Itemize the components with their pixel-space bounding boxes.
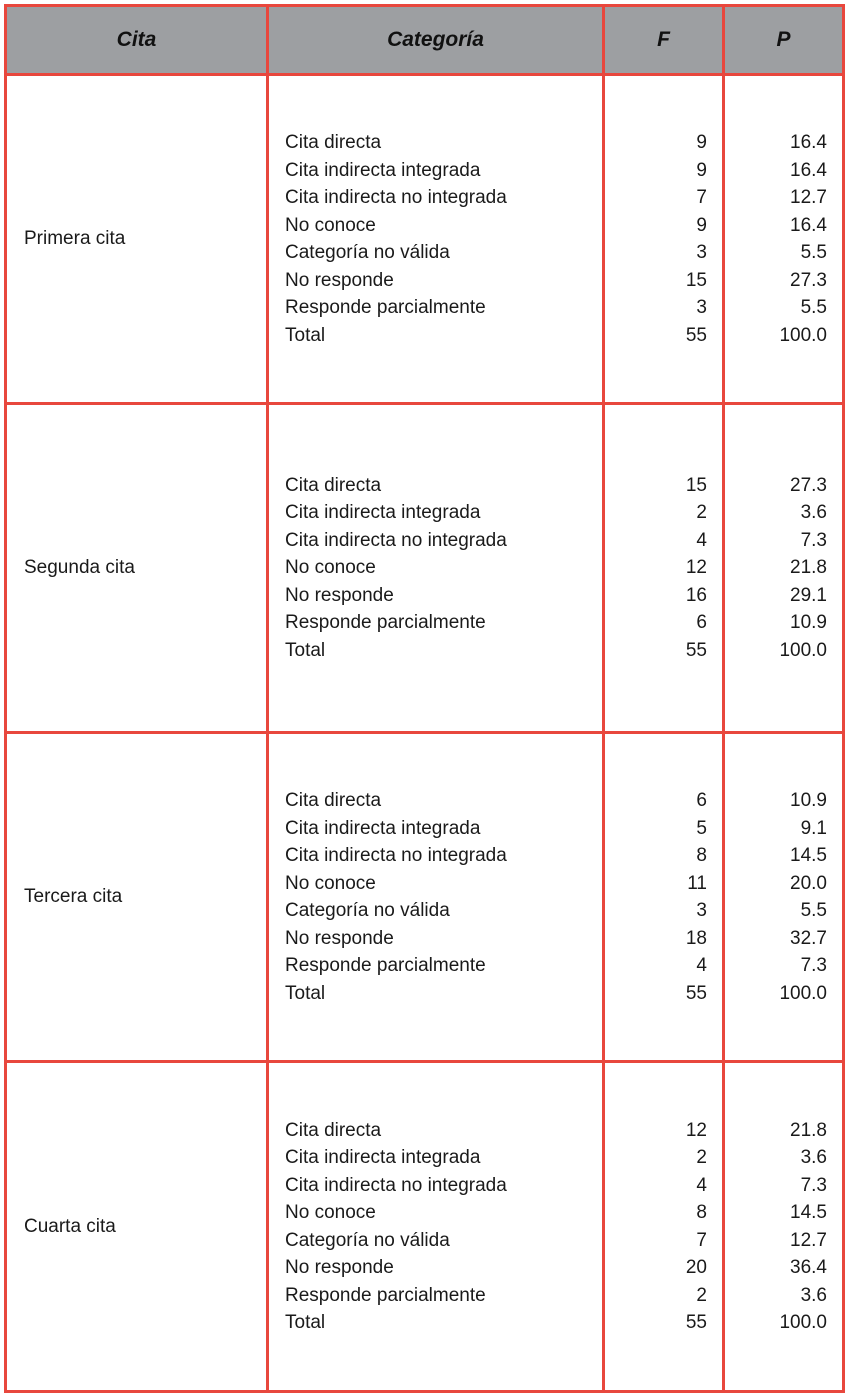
categoria-label: Responde parcialmente bbox=[285, 612, 486, 634]
percentage-value: 27.3 bbox=[790, 474, 827, 496]
frequency-value: 9 bbox=[696, 159, 707, 181]
categoria-label: Categoría no válida bbox=[285, 242, 450, 263]
percentage-value: 12.7 bbox=[790, 1229, 827, 1251]
categoria-label: Cita directa bbox=[285, 1119, 382, 1141]
table-row-group bbox=[6, 404, 844, 733]
frequency-value: 2 bbox=[696, 1147, 707, 1168]
frequency-value: 12 bbox=[685, 557, 707, 579]
frequency-value: 6 bbox=[696, 790, 707, 811]
header-row bbox=[6, 6, 844, 75]
frequency-value: 18 bbox=[685, 927, 707, 949]
header-p: P bbox=[724, 6, 844, 75]
categoria-label: No conoce bbox=[285, 557, 376, 579]
frequency-value: 8 bbox=[696, 1202, 707, 1223]
categoria-label: Cita indirecta integrada bbox=[285, 502, 481, 524]
percentage-value: 21.8 bbox=[790, 1119, 827, 1141]
cita-cell: Cuarta cita bbox=[6, 1062, 268, 1392]
percentage-value: 16.4 bbox=[790, 132, 827, 153]
citation-frequency-table bbox=[4, 4, 845, 1393]
percentage-value: 32.7 bbox=[790, 927, 827, 949]
categoria-cell bbox=[268, 75, 604, 404]
percentage-value: 21.8 bbox=[790, 557, 827, 579]
frequency-value: 3 bbox=[696, 297, 707, 318]
frequency-cell bbox=[604, 1062, 724, 1392]
table-row-group bbox=[6, 75, 844, 404]
frequency-value: 9 bbox=[696, 214, 707, 236]
frequency-value: 4 bbox=[696, 955, 707, 976]
frequency-value: 6 bbox=[696, 612, 707, 634]
frequency-value: 16 bbox=[685, 584, 707, 606]
categoria-label: No responde bbox=[285, 269, 394, 291]
categoria-label: No conoce bbox=[285, 214, 376, 236]
percentage-value: 7.3 bbox=[800, 955, 827, 976]
header-categoria: Categoría bbox=[268, 6, 604, 75]
percentage-value: 9.1 bbox=[800, 817, 827, 839]
categoria-label: Cita directa bbox=[285, 790, 382, 811]
frequency-value: 7 bbox=[696, 1229, 707, 1251]
categoria-label: Responde parcialmente bbox=[285, 955, 486, 976]
cita-cell: Tercera cita bbox=[6, 733, 268, 1062]
frequency-value: 20 bbox=[685, 1257, 707, 1278]
percentage-value: 7.3 bbox=[800, 529, 827, 551]
frequency-cell bbox=[604, 733, 724, 1062]
categoria-label: Total bbox=[285, 982, 326, 1004]
categoria-label: Responde parcialmente bbox=[285, 297, 486, 318]
percentage-value: 7.3 bbox=[800, 1174, 827, 1196]
frequency-value: 2 bbox=[696, 1284, 707, 1306]
frequency-value: 7 bbox=[696, 187, 707, 208]
frequency-value: 5 bbox=[696, 817, 707, 839]
categoria-cell bbox=[268, 733, 604, 1062]
categoria-label: No conoce bbox=[285, 872, 376, 894]
table-body bbox=[6, 75, 844, 1392]
categoria-label: Categoría no válida bbox=[285, 1229, 450, 1251]
percentage-value: 100.0 bbox=[779, 639, 827, 661]
categoria-label: Total bbox=[285, 639, 326, 661]
percentage-value: 16.4 bbox=[790, 214, 827, 236]
percentage-value: 36.4 bbox=[790, 1257, 827, 1278]
categoria-label: Cita indirecta no integrada bbox=[285, 845, 507, 866]
percentage-cell bbox=[724, 1062, 844, 1392]
percentage-value: 20.0 bbox=[790, 872, 827, 894]
frequency-value: 11 bbox=[687, 872, 707, 894]
percentage-value: 10.9 bbox=[790, 612, 827, 634]
frequency-value: 4 bbox=[696, 529, 707, 551]
percentage-value: 12.7 bbox=[790, 187, 827, 208]
categoria-label: Cita indirecta no integrada bbox=[285, 1174, 507, 1196]
categoria-label: No responde bbox=[285, 1257, 394, 1278]
frequency-cell bbox=[604, 404, 724, 733]
categoria-cell bbox=[268, 404, 604, 733]
categoria-label: Categoría no válida bbox=[285, 900, 450, 921]
frequency-value: 4 bbox=[696, 1174, 707, 1196]
categoria-label: No conoce bbox=[285, 1202, 376, 1223]
frequency-value: 2 bbox=[696, 502, 707, 524]
categoria-label: Total bbox=[285, 324, 326, 346]
percentage-value: 3.6 bbox=[800, 502, 827, 524]
percentage-value: 14.5 bbox=[790, 845, 827, 866]
frequency-value: 8 bbox=[696, 845, 707, 866]
categoria-label: Cita indirecta no integrada bbox=[285, 187, 507, 208]
table-row-group bbox=[6, 733, 844, 1062]
categoria-label: No responde bbox=[285, 927, 394, 949]
percentage-value: 100.0 bbox=[779, 1312, 827, 1333]
percentage-cell bbox=[724, 404, 844, 733]
percentage-value: 3.6 bbox=[800, 1284, 827, 1306]
frequency-value: 55 bbox=[685, 324, 707, 346]
percentage-cell bbox=[724, 75, 844, 404]
frequency-value: 9 bbox=[696, 132, 707, 153]
frequency-value: 55 bbox=[685, 639, 707, 661]
frequency-value: 3 bbox=[696, 900, 707, 921]
frequency-value: 15 bbox=[685, 474, 707, 496]
categoria-label: Cita indirecta integrada bbox=[285, 817, 481, 839]
categoria-label: Cita indirecta integrada bbox=[285, 1147, 481, 1168]
categoria-label: Responde parcialmente bbox=[285, 1284, 486, 1306]
frequency-cell bbox=[604, 75, 724, 404]
categoria-label: Cita indirecta no integrada bbox=[285, 529, 507, 551]
frequency-value: 3 bbox=[696, 242, 707, 263]
frequency-value: 55 bbox=[685, 982, 707, 1004]
cita-cell: Primera cita bbox=[6, 75, 268, 404]
percentage-value: 5.5 bbox=[800, 242, 827, 263]
frequency-value: 55 bbox=[685, 1312, 707, 1333]
table-header bbox=[6, 6, 844, 75]
frequency-value: 12 bbox=[685, 1119, 707, 1141]
percentage-value: 16.4 bbox=[790, 159, 827, 181]
percentage-value: 100.0 bbox=[779, 324, 827, 346]
categoria-label: Cita indirecta integrada bbox=[285, 159, 481, 181]
percentage-value: 10.9 bbox=[790, 790, 827, 811]
categoria-label: Total bbox=[285, 1312, 326, 1333]
categoria-label: Cita directa bbox=[285, 132, 382, 153]
percentage-value: 14.5 bbox=[790, 1202, 827, 1223]
table-row-group bbox=[6, 1062, 844, 1392]
categoria-label: Cita directa bbox=[285, 474, 382, 496]
percentage-cell bbox=[724, 733, 844, 1062]
percentage-value: 100.0 bbox=[779, 982, 827, 1004]
percentage-value: 27.3 bbox=[790, 269, 827, 291]
header-f: F bbox=[604, 6, 724, 75]
categoria-label: No responde bbox=[285, 584, 394, 606]
categoria-cell bbox=[268, 1062, 604, 1392]
percentage-value: 5.5 bbox=[800, 297, 827, 318]
frequency-value: 15 bbox=[685, 269, 707, 291]
cita-cell: Segunda cita bbox=[6, 404, 268, 733]
percentage-value: 5.5 bbox=[800, 900, 827, 921]
percentage-value: 29.1 bbox=[790, 584, 827, 606]
header-cita: Cita bbox=[6, 6, 268, 75]
percentage-value: 3.6 bbox=[800, 1147, 827, 1168]
